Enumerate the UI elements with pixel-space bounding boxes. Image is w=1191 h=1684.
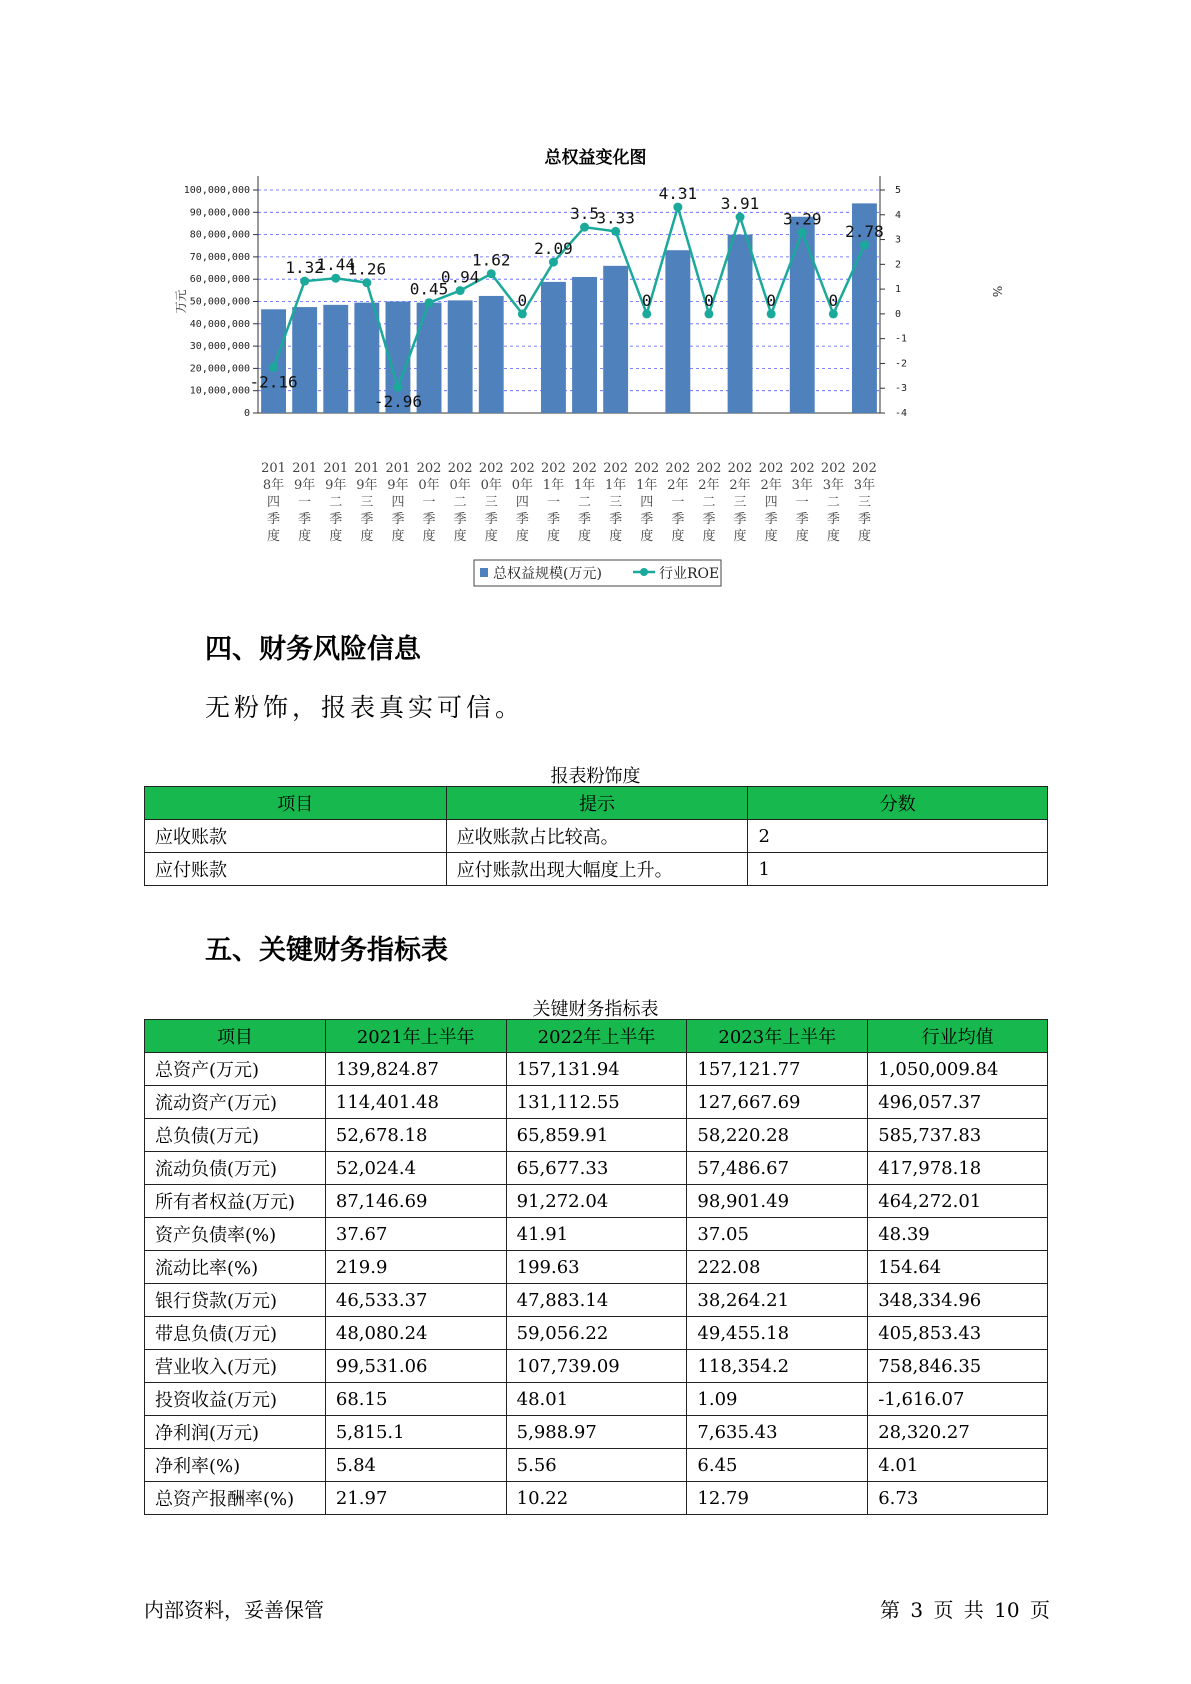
roe-data-label: 1.44	[316, 255, 356, 275]
x-tick-label: 202 1年二季度	[572, 461, 597, 544]
roe-point	[393, 383, 402, 392]
table-cell: 107,739.09	[506, 1350, 687, 1383]
table-cell: 52,678.18	[325, 1119, 506, 1152]
table-cell: 157,131.94	[506, 1053, 687, 1086]
table-cell: 58,220.28	[687, 1119, 868, 1152]
bar	[261, 309, 286, 413]
chart-title: 总权益变化图	[544, 148, 647, 168]
roe-data-label: 3.5	[570, 204, 600, 224]
table-cell: 37.67	[325, 1218, 506, 1251]
kpi-table-caption: 关键财务指标表	[532, 999, 659, 1020]
roe-point	[269, 363, 278, 372]
risk-table-caption: 报表粉饰度	[550, 766, 641, 787]
table-row	[145, 1053, 1048, 1086]
y-tick-label: 20,000,000	[189, 363, 250, 375]
table-cell: 48,080.24	[325, 1317, 506, 1350]
table-cell: 57,486.67	[687, 1152, 868, 1185]
table-cell: 7,635.43	[687, 1416, 868, 1449]
roe-data-label: 1.32	[285, 258, 324, 278]
y2-tick-label: -4	[895, 408, 908, 419]
legend-label-bars: 总权益规模(万元)	[493, 566, 602, 582]
table-cell: 6.45	[687, 1449, 868, 1482]
table-cell: 48.39	[868, 1218, 1048, 1251]
table-cell: 758,846.35	[868, 1350, 1048, 1383]
table-row	[145, 1350, 1048, 1383]
roe-data-label: 0.94	[440, 267, 480, 287]
y2-tick-label: 2	[895, 259, 902, 271]
risk-summary-text: 无粉饰，报表真实可信。	[205, 693, 525, 722]
table-row	[145, 1185, 1048, 1218]
table-cell: 114,401.48	[325, 1086, 506, 1119]
table-cell: 流动比率(%)	[145, 1251, 326, 1284]
column-header: 项目	[145, 1020, 326, 1053]
y2-tick-label: 1	[895, 284, 902, 296]
y2-tick-label: 0	[895, 308, 902, 320]
roe-point	[767, 309, 776, 318]
table-cell: 98,901.49	[687, 1185, 868, 1218]
table-cell: 净利润(万元)	[145, 1416, 326, 1449]
y-tick-label: 50,000,000	[189, 296, 250, 308]
roe-data-label: 0	[766, 290, 776, 310]
table-cell: 10.22	[506, 1482, 687, 1515]
table-cell: 5.84	[325, 1449, 506, 1482]
roe-point	[673, 203, 682, 212]
y-tick-label: 0	[243, 408, 250, 419]
table-cell: 5,988.97	[506, 1416, 687, 1449]
table-cell: 41.91	[506, 1218, 687, 1251]
x-tick-label: 201 9年四季度	[385, 461, 411, 544]
y-tick-label: 40,000,000	[189, 318, 250, 330]
x-tick-label: 202 1年三季度	[603, 461, 629, 544]
table-cell: 87,146.69	[325, 1185, 506, 1218]
table-row	[145, 1086, 1048, 1119]
table-cell: 投资收益(万元)	[145, 1383, 326, 1416]
roe-point	[549, 258, 558, 267]
table-cell: 总负债(万元)	[145, 1119, 326, 1152]
table-cell: 6.73	[868, 1482, 1048, 1515]
roe-point	[331, 274, 340, 283]
roe-point	[829, 309, 838, 318]
table-cell: 28,320.27	[868, 1416, 1048, 1449]
roe-point	[300, 277, 309, 286]
x-tick-label: 202 3年一季度	[789, 461, 815, 544]
table-cell: 65,677.33	[506, 1152, 687, 1185]
roe-data-label: 0	[828, 290, 839, 310]
roe-point	[580, 223, 589, 232]
table-cell: 净利率(%)	[145, 1449, 326, 1482]
table-cell: 应付账款	[145, 853, 447, 886]
table-cell: 4.01	[868, 1449, 1048, 1482]
table-cell: 219.9	[325, 1251, 506, 1284]
roe-data-label: 2.78	[845, 222, 884, 242]
bar	[790, 217, 815, 413]
table-cell: 38,264.21	[687, 1284, 868, 1317]
column-header: 行业均值	[868, 1020, 1048, 1053]
table-cell: 2	[748, 820, 1048, 853]
legend-label-line: 行业ROE	[659, 566, 720, 582]
y2-tick-label: -2	[895, 358, 908, 370]
table-cell: 银行贷款(万元)	[145, 1284, 326, 1317]
roe-point	[704, 309, 713, 318]
x-tick-label: 202 2年四季度	[758, 461, 784, 544]
table-cell: 流动负债(万元)	[145, 1152, 326, 1185]
x-tick-label: 202 3年三季度	[852, 461, 877, 544]
table-cell: 157,121.77	[687, 1053, 868, 1086]
roe-data-label: 2.09	[534, 239, 573, 259]
y-tick-label: 30,000,000	[189, 341, 250, 353]
roe-point	[611, 227, 620, 236]
table-cell: 68.15	[325, 1383, 506, 1416]
table-cell: 营业收入(万元)	[145, 1350, 326, 1383]
roe-data-label: 1.26	[347, 259, 387, 279]
table-header-row	[145, 787, 1048, 820]
equity-chart	[0, 0, 1191, 600]
table-cell: 37.05	[687, 1218, 868, 1251]
roe-data-label: 0	[641, 290, 652, 310]
table-row	[145, 1482, 1048, 1515]
table-cell: 464,272.01	[868, 1185, 1048, 1218]
column-header: 提示	[446, 787, 748, 820]
roe-point	[456, 286, 465, 295]
table-cell: 48.01	[506, 1383, 687, 1416]
table-cell: 127,667.69	[687, 1086, 868, 1119]
y2-tick-label: 3	[895, 234, 902, 246]
table-cell: 496,057.37	[868, 1086, 1048, 1119]
roe-data-label: 4.31	[658, 184, 698, 204]
table-row	[145, 1416, 1048, 1449]
roe-point	[642, 309, 651, 318]
table-cell: 222.08	[687, 1251, 868, 1284]
table-cell: 所有者权益(万元)	[145, 1185, 326, 1218]
bar	[323, 305, 348, 413]
table-cell: 应收账款占比较高。	[446, 820, 748, 853]
footer-confidential-note: 内部资料，妥善保管	[144, 1598, 324, 1622]
table-cell: 348,334.96	[868, 1284, 1048, 1317]
table-header-row	[145, 1020, 1048, 1053]
x-tick-label: 202 0年一季度	[416, 461, 442, 544]
x-tick-label: 202 3年二季度	[820, 461, 846, 544]
footer-page-number: 第 3 页 共 10 页	[880, 1598, 1050, 1622]
table-cell: 5.56	[506, 1449, 687, 1482]
table-row	[145, 1152, 1048, 1185]
table-cell: -1,616.07	[868, 1383, 1048, 1416]
table-cell: 118,354.2	[687, 1350, 868, 1383]
table-row	[145, 820, 1048, 853]
table-cell: 139,824.87	[325, 1053, 506, 1086]
roe-data-label: 3.29	[782, 209, 822, 229]
y2-tick-label: -1	[895, 333, 908, 345]
y-tick-label: 100,000,000	[183, 185, 250, 196]
table-cell: 资产负债率(%)	[145, 1218, 326, 1251]
table-cell: 1,050,009.84	[868, 1053, 1048, 1086]
table-cell: 417,978.18	[868, 1152, 1048, 1185]
bar	[665, 250, 690, 413]
bar	[572, 277, 597, 413]
bar	[479, 296, 504, 413]
table-row	[145, 1449, 1048, 1482]
table-cell: 流动资产(万元)	[145, 1086, 326, 1119]
table-cell: 65,859.91	[506, 1119, 687, 1152]
table-cell: 154.64	[868, 1251, 1048, 1284]
column-header: 2022年上半年	[506, 1020, 687, 1053]
window-dressing-table	[144, 786, 1048, 886]
bar	[448, 300, 473, 413]
x-tick-label: 202 2年一季度	[665, 461, 691, 544]
legend-swatch-bars	[480, 568, 488, 577]
column-header: 项目	[145, 787, 447, 820]
table-cell: 21.97	[325, 1482, 506, 1515]
roe-data-label: -2.96	[373, 392, 423, 412]
table-cell: 总资产报酬率(%)	[145, 1482, 326, 1515]
y-tick-label: 10,000,000	[189, 385, 250, 397]
x-tick-label: 201 8年四季度	[261, 461, 286, 544]
roe-data-label: 3.91	[720, 194, 760, 214]
table-cell: 1	[748, 853, 1048, 886]
table-cell: 应收账款	[145, 820, 447, 853]
roe-data-label: 1.62	[471, 250, 511, 270]
roe-data-label: 0	[517, 290, 528, 310]
table-row	[145, 1284, 1048, 1317]
table-cell: 总资产(万元)	[145, 1053, 326, 1086]
roe-point	[487, 269, 496, 278]
legend-swatch-marker	[640, 568, 648, 576]
x-tick-label: 202 0年四季度	[509, 461, 535, 544]
y-axis-title: 万元	[174, 289, 188, 314]
section-heading-key-indicators: 五、关键财务指标表	[205, 935, 448, 966]
column-header: 2023年上半年	[687, 1020, 868, 1053]
table-cell: 46,533.37	[325, 1284, 506, 1317]
roe-point	[798, 228, 807, 237]
table-cell: 52,024.4	[325, 1152, 506, 1185]
x-tick-label: 202 2年三季度	[727, 461, 753, 544]
bar	[728, 235, 753, 413]
x-tick-label: 202 1年一季度	[541, 461, 566, 544]
column-header: 分数	[748, 787, 1048, 820]
section-heading-financial-risk: 四、财务风险信息	[205, 634, 421, 665]
table-cell: 带息负债(万元)	[145, 1317, 326, 1350]
x-tick-label: 202 2年二季度	[696, 461, 722, 544]
y2-tick-label: 4	[895, 209, 902, 221]
y-tick-label: 60,000,000	[189, 274, 250, 286]
x-tick-label: 202 0年二季度	[447, 461, 473, 544]
bar	[603, 266, 628, 413]
y2-tick-label: 5	[895, 185, 902, 196]
x-tick-label: 202 1年四季度	[634, 461, 660, 544]
roe-point	[362, 278, 371, 287]
table-cell: 99,531.06	[325, 1350, 506, 1383]
roe-point	[860, 241, 869, 250]
x-tick-label: 201 9年二季度	[323, 461, 349, 544]
y2-tick-label: -3	[895, 383, 908, 395]
table-row	[145, 1218, 1048, 1251]
table-cell: 应付账款出现大幅度上升。	[446, 853, 748, 886]
table-cell: 12.79	[687, 1482, 868, 1515]
table-cell: 5,815.1	[325, 1416, 506, 1449]
y2-axis-title: %	[990, 285, 1004, 298]
table-row	[145, 1317, 1048, 1350]
table-cell: 585,737.83	[868, 1119, 1048, 1152]
table-cell: 91,272.04	[506, 1185, 687, 1218]
table-row	[145, 1383, 1048, 1416]
roe-data-label: -2.16	[249, 372, 298, 392]
y-tick-label: 80,000,000	[189, 229, 250, 241]
roe-data-label: 3.33	[596, 208, 635, 228]
table-row	[145, 1119, 1048, 1152]
roe-point	[425, 298, 434, 307]
table-cell: 131,112.55	[506, 1086, 687, 1119]
x-tick-label: 202 0年三季度	[478, 461, 504, 544]
roe-point	[518, 309, 527, 318]
roe-data-label: 0	[704, 290, 714, 310]
roe-point	[736, 213, 745, 222]
key-financial-indicators-table	[144, 1019, 1048, 1515]
table-row	[145, 1251, 1048, 1284]
bar	[292, 307, 317, 413]
table-cell: 59,056.22	[506, 1317, 687, 1350]
table-row	[145, 853, 1048, 886]
bar	[541, 282, 566, 413]
column-header: 2021年上半年	[325, 1020, 506, 1053]
table-cell: 49,455.18	[687, 1317, 868, 1350]
table-cell: 199.63	[506, 1251, 687, 1284]
y-tick-label: 70,000,000	[189, 251, 250, 263]
table-cell: 405,853.43	[868, 1317, 1048, 1350]
roe-data-label: 0.45	[409, 279, 449, 299]
y-tick-label: 90,000,000	[189, 207, 250, 219]
x-tick-label: 201 9年一季度	[292, 461, 318, 544]
table-cell: 47,883.14	[506, 1284, 687, 1317]
table-cell: 1.09	[687, 1383, 868, 1416]
x-tick-label: 201 9年三季度	[354, 461, 380, 544]
